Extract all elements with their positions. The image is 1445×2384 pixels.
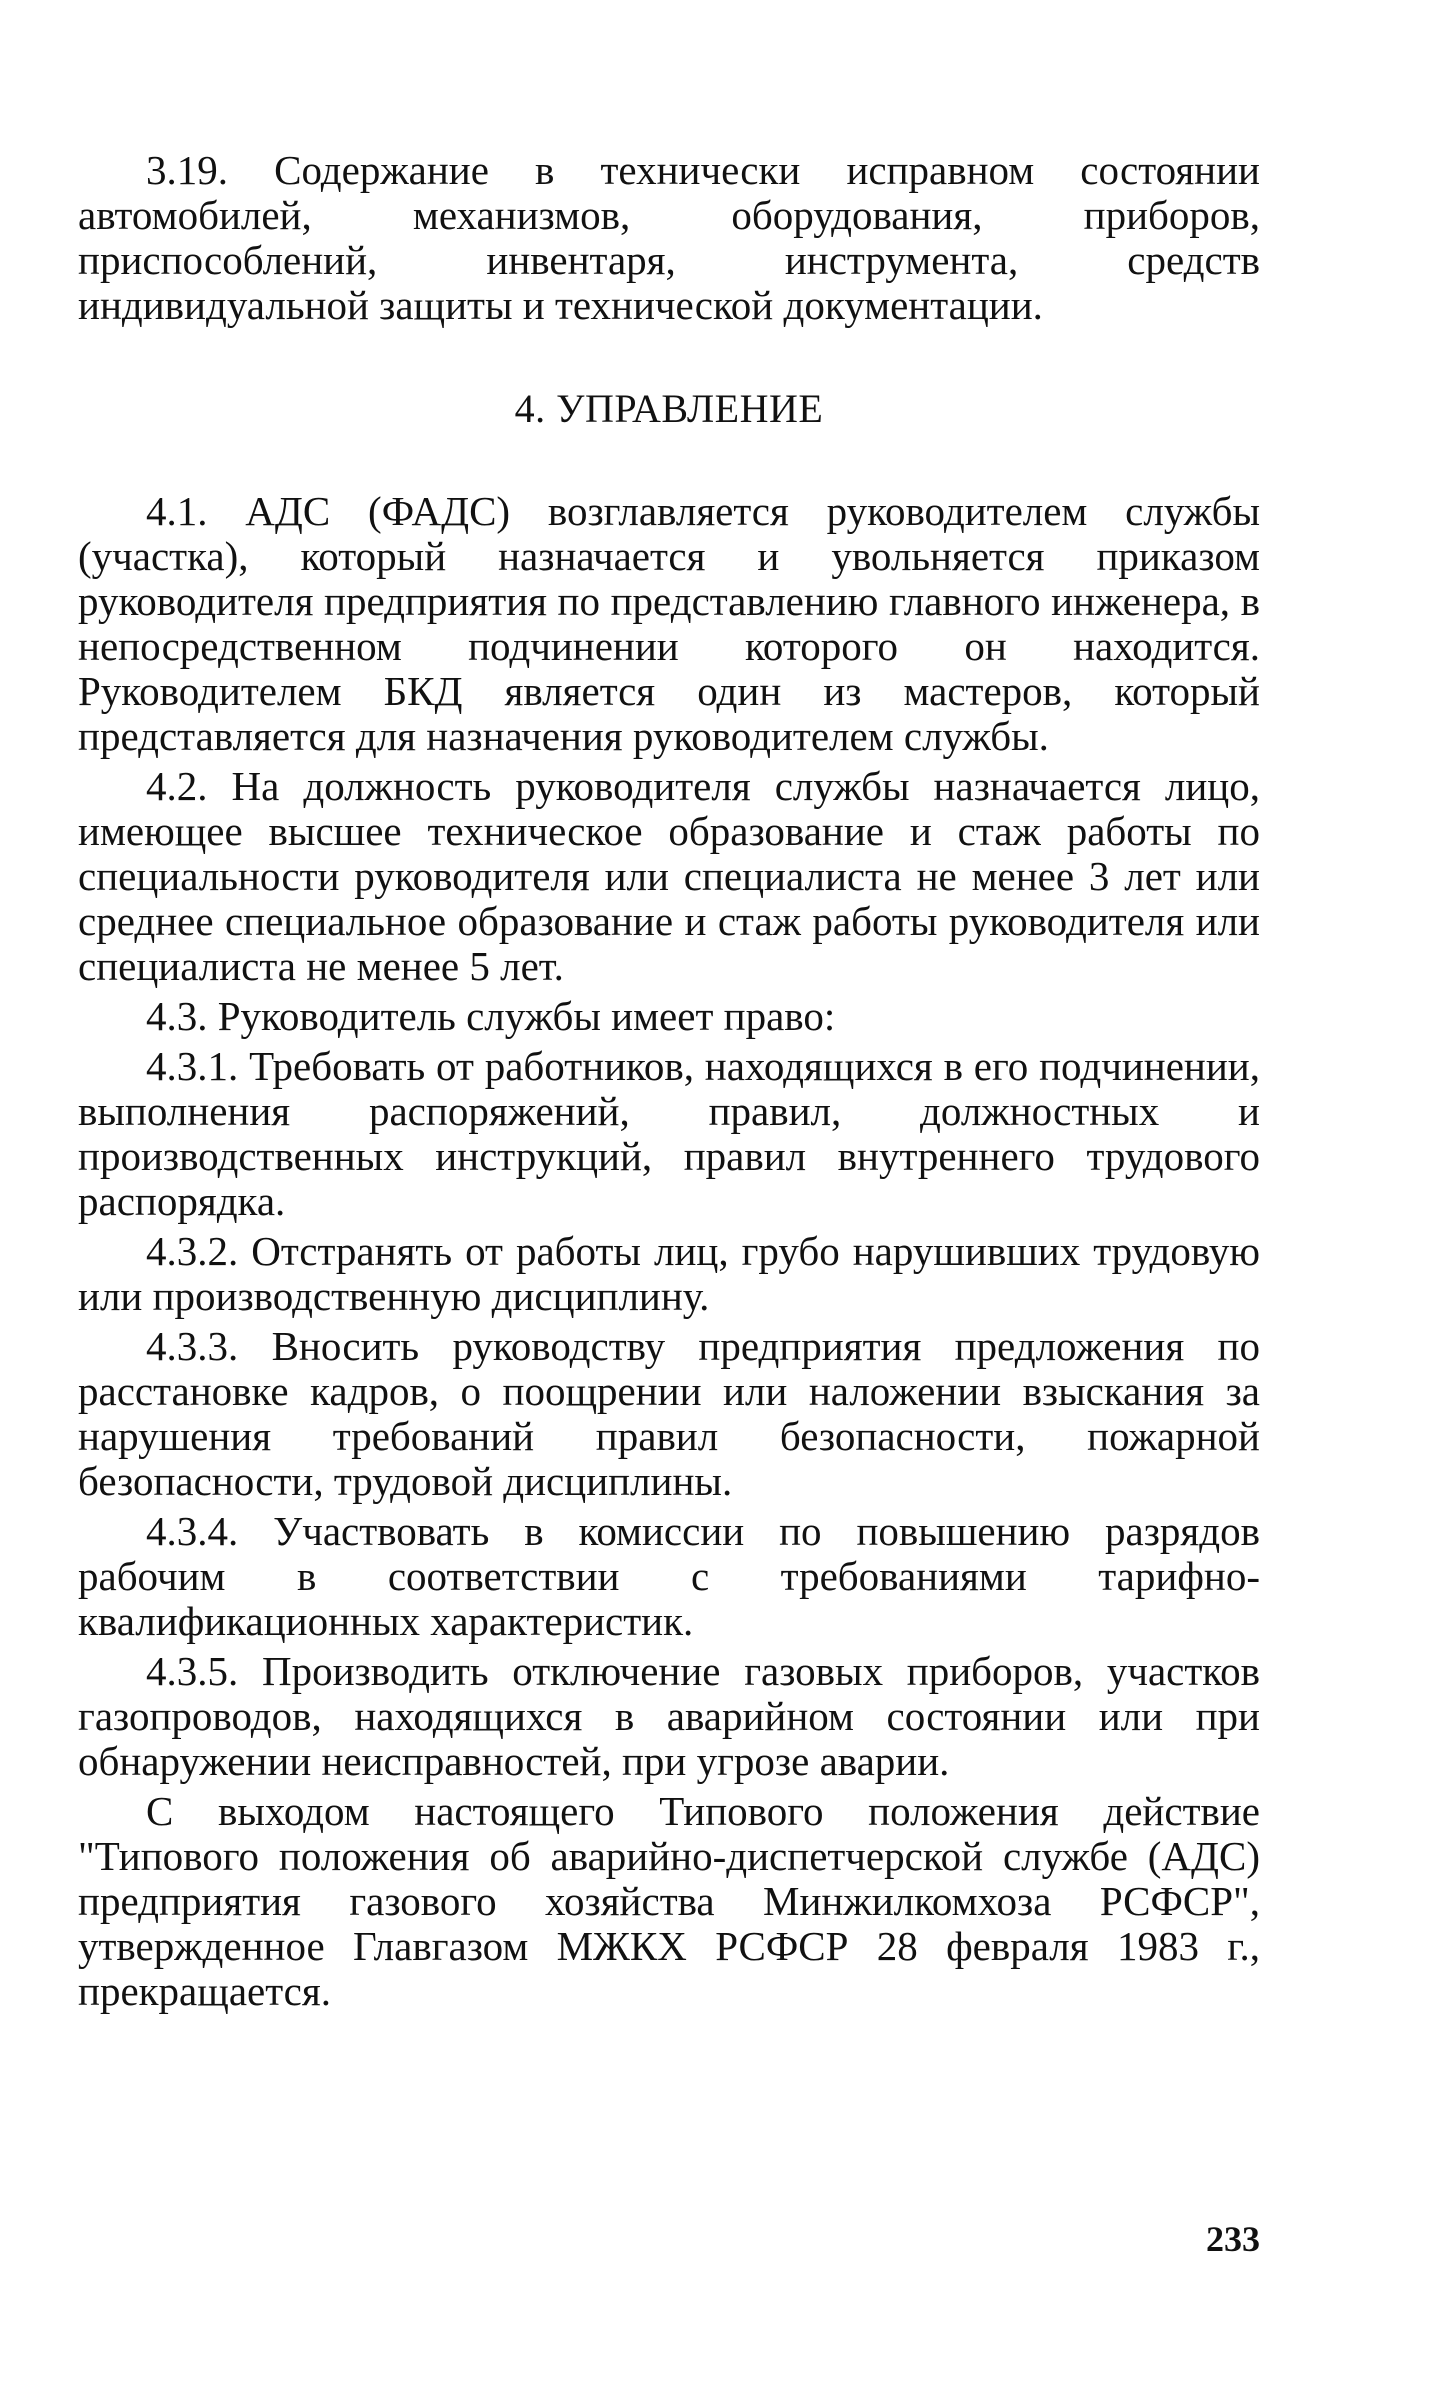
paragraph-4-3: 4.3. Руководитель службы имеет право:: [146, 993, 836, 1039]
paragraph-3-19: 3.19. Содержание в технически исправном состоянии автомобилей, механизмов, оборудования, приборов, приспособлений, инвентаря, инструмента, средств индивидуальной защиты и технической документации.: [78, 147, 1260, 328]
paragraph-4-3-5: 4.3.5. Производить отключение газовых приборов, участков газопроводов, находящихся в аварийном состоянии или при обнаружении неисправностей, при угрозе аварии.: [78, 1648, 1260, 1784]
paragraph-4-1: 4.1. АДС (ФАДС) возглавляется руководителем службы (участка), который назначается и увольняется приказом руководителя предприятия по представлению главного инженера, в непосредственном подчинении которого он находится. Руководителем БКД является один из мастеров, который представляется для назначения руководителем службы.: [78, 488, 1260, 759]
paragraph-4-3-1: 4.3.1. Требовать от работников, находящихся в его подчинении, выполнения распоряжений, правил, должностных и производственных инструкций, правил внутреннего трудового распорядка.: [78, 1043, 1260, 1224]
paragraph-4-3-3: 4.3.3. Вносить руководству предприятия предложения по расстановке кадров, о поощрении или наложении взыскания за нарушения требований правил безопасности, пожарной безопасности, трудовой дисциплины.: [78, 1323, 1260, 1504]
paragraph-4-2: 4.2. На должность руководителя службы назначается лицо, имеющее высшее техническое образование и стаж работы по специальности руководителя или специалиста не менее 3 лет или среднее специальное образование и стаж работы руководителя или специалиста не менее 5 лет.: [78, 763, 1260, 989]
page-number: 233: [1206, 2219, 1260, 2259]
document-page: [78, 148, 1260, 2019]
paragraph-closing: С выходом настоящего Типового положения действие "Типового положения об аварийно-диспетчерской службе (АДС) предприятия газового хозяйства Минжилкомхоза РСФСР", утвержденное Главгазом МЖКХ РСФСР 28 февраля 1983 г., прекращается.: [78, 1788, 1260, 2014]
section-heading: 4. УПРАВЛЕНИЕ: [514, 386, 824, 431]
paragraph-4-3-4: 4.3.4. Участвовать в комиссии по повышению разрядов рабочим в соответствии с требованиями тарифно-квалификационных характеристик.: [78, 1508, 1260, 1644]
paragraph-4-3-2: 4.3.2. Отстранять от работы лиц, грубо нарушивших трудовую или производственную дисциплину.: [78, 1228, 1260, 1319]
